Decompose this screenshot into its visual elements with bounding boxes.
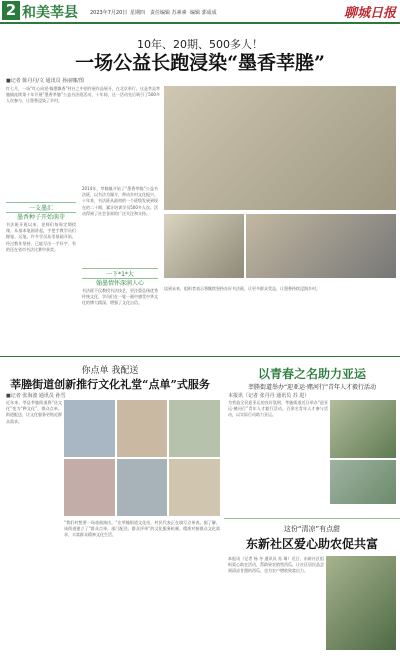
top-body2: 书法班开班以来，老师们每周定期授课，从基本笔画讲起，手把手教学员们握笔、运笔。许多学员从零基础开始，经过数年坚持，已能写出一手好字，有的还在省市书法比赛中获奖。 <box>6 222 76 252</box>
calligraphy-class-photo <box>164 86 396 210</box>
editor: 责任编辑 苏素素 <box>150 10 187 16</box>
sub2-label: 一下*1*大 <box>82 268 158 279</box>
grid-photo <box>64 459 115 516</box>
watermelon-photo <box>326 556 396 650</box>
top-lead: 红七月，一场“红心向党·翰墨飘香”村社之中创作展作品展开，在北京举行。这是莘县莘塍镇连续第十年开展“墨香莘塍”公益书法班活动，十年间，这一活动先后吸引了500多人次参与，让墨香浸染了乡村。 <box>6 86 160 104</box>
page-number: 2 <box>2 1 20 20</box>
bottom-right-kicker2: 这份“清凉”有点甜 <box>283 525 341 533</box>
bottom-right-body: 为营造全民迎亚运的良好氛围，莘塍街道近日举办“迎亚运·赌河行”青年人才毅行活动，百余名青年人才参与活动，以实际行动助力亚运。 <box>228 400 328 418</box>
grid-photo <box>169 459 220 516</box>
newspaper-logo: 聊城日报 <box>343 6 396 21</box>
hiking-photo <box>330 400 396 458</box>
bottom-left-headline: 莘塍街道创新推行文化礼堂“点单”式服务 <box>10 378 210 391</box>
sub1-label: 一支墨汇 <box>6 202 76 213</box>
top-body4: 谈到未来，组织者表示将继续坚持办好书法班，让更多群众受益，让墨香持续浸润乡村。 <box>164 286 320 291</box>
designer: 编辑 郭成成 <box>190 10 217 16</box>
date: 2023年7月20日 <box>90 10 128 16</box>
bottom-kicker: 你点单 我配送 <box>81 366 139 376</box>
divider <box>0 356 400 357</box>
calligraphy-artwork-photo <box>164 214 244 278</box>
bottom-right-headline2: 东新社区爱心助农促共富 <box>245 537 378 551</box>
top-headline: 一场公益长跑浸染“墨香莘塍” <box>75 52 325 74</box>
grid-photo <box>64 400 115 457</box>
grid-photo <box>169 400 220 457</box>
divider <box>224 518 400 519</box>
weekday: 星期四 <box>130 10 146 16</box>
bottom-left-body: “我们村想要一场戏曲演出。”在莘塍街道文化站，村民代表正在填写点单表。据了解，该街道建立了“群众点单、部门配送、群众评单”的文化服务机制，精准对接群众文化需求，丰富群众精神文化生活。 <box>64 520 220 538</box>
group-photo <box>330 460 396 504</box>
top-kicker: 10年、20期、500多人！ <box>137 38 263 51</box>
top-byline: ■记者 陈丹丹/文 通讯员 孙丽娜/图 <box>6 78 84 84</box>
grid-photo <box>117 459 168 516</box>
bottom-left-byline: ■记者 张海波 通讯员 孙雪 <box>6 393 66 399</box>
bottom-right-headline: 以青春之名助力亚运 <box>257 367 366 381</box>
top-body3: 书法班不仅教授书法技艺，更注重弘扬优秀传统文化，学员们在一笔一画中感受中华文化的博大精深，增强了文化自信。 <box>82 288 158 306</box>
sub2-title: 翰墨情怀深润人心 <box>95 280 144 287</box>
grid-photo <box>117 400 168 457</box>
bottom-right-byline: 本报讯（记者 张丹丹 通讯员 苏 进） <box>228 393 310 399</box>
bottom-right-subhead: 莘塍街道举办“迎亚运·赌河行”青年人才毅行活动 <box>247 384 377 391</box>
bottom-right-body2: 本报讯（记者 杨 冬 通讯员 苏 瑞）近日，东新社区组织爱心助农活动，帮助果农销售西瓜，让社区居民品尝到清凉甘甜的西瓜，也为农户增收致富出力。 <box>228 556 324 574</box>
top-body: 2014年，莘塍镇开始了“墨香莘塍”公益书法班，以书法为媒介，带动乡村文化振兴。十年来，书法班从最初的一个班级发展到现在的二十期，累计培训学员500多人次。活动得到了社会各界的广泛关注和支持。 <box>82 186 158 216</box>
photo-grid <box>64 400 220 516</box>
classroom-photo <box>246 214 396 278</box>
sub1-title: 墨香种子开始萌芽 <box>16 214 65 221</box>
section-title: 和美莘县 <box>22 5 78 21</box>
bottom-left-lead: 近年来，莘县莘塍街道将“送文化”变为“种文化”，群众点单、街道配送，让文化服务更贴近群众需求。 <box>6 400 62 424</box>
